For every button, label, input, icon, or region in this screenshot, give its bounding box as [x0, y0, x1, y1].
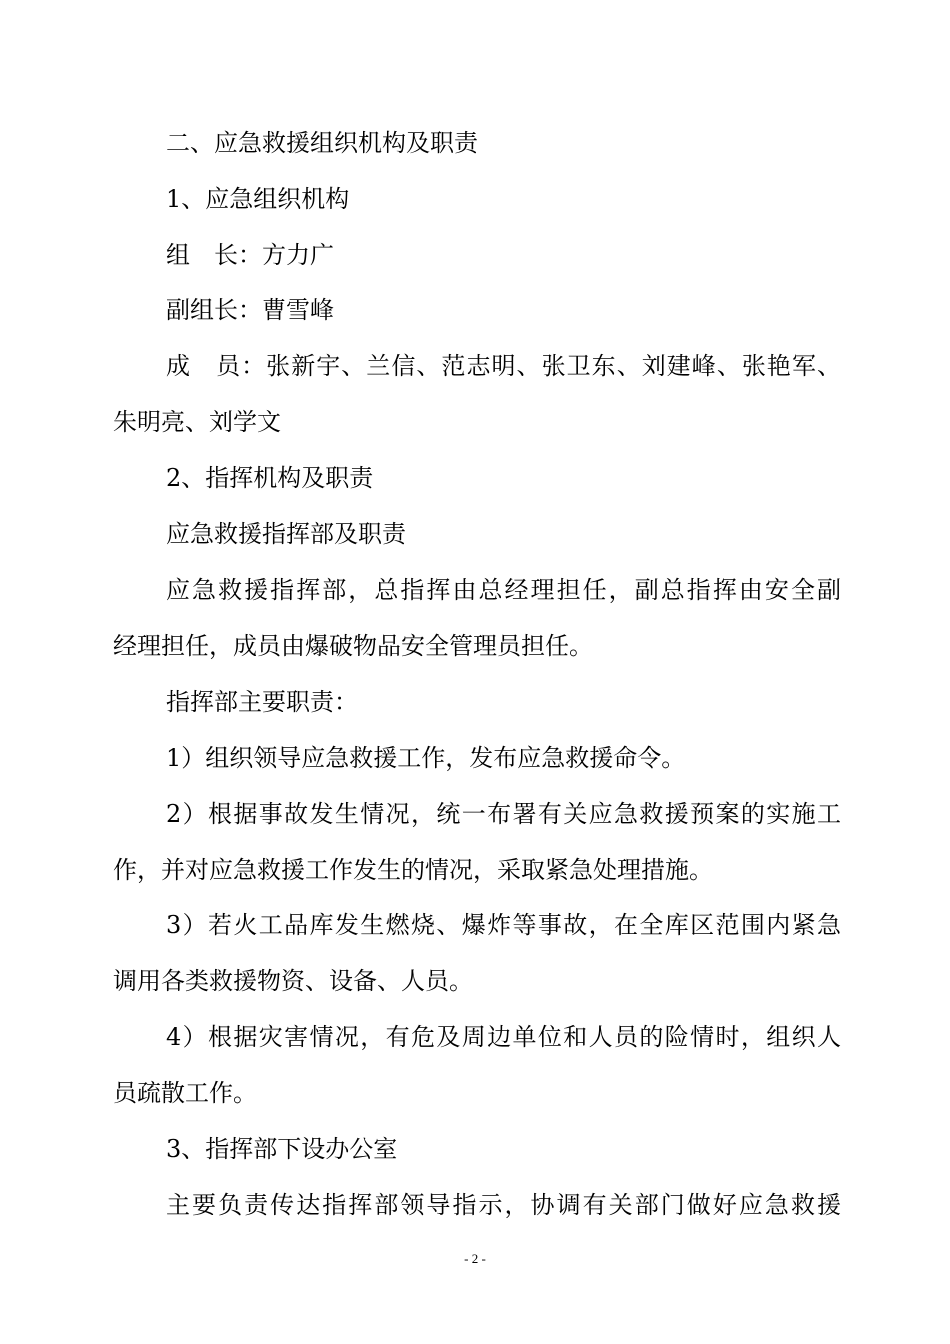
- members-line: 成 员：张新宇、兰信、范志明、张卫东、刘建峰、张艳军、: [166, 352, 841, 380]
- paragraph-line-continued: 经理担任，成员由爆破物品安全管理员担任。: [113, 632, 593, 660]
- duty-item: 3）若火工品库发生燃烧、爆炸等事故，在全库区范围内紧急: [166, 911, 841, 939]
- subsection-heading: 1、应急组织机构: [166, 185, 350, 213]
- paragraph-heading: 应急救援指挥部及职责: [166, 520, 406, 548]
- members-line-continued: 朱明亮、刘学文: [113, 408, 281, 436]
- section-heading: 二、应急救援组织机构及职责: [166, 129, 478, 157]
- paragraph-line: 应急救援指挥部，总指挥由总经理担任，副总指挥由安全副: [166, 576, 841, 604]
- subsection-heading: 2、指挥机构及职责: [166, 464, 374, 492]
- paragraph-heading: 指挥部主要职责：: [166, 688, 358, 716]
- duty-item: 2）根据事故发生情况，统一布署有关应急救援预案的实施工: [166, 800, 841, 828]
- duty-item-continued: 作，并对应急救援工作发生的情况，采取紧急处理措施。: [113, 856, 713, 884]
- duty-item: 4）根据灾害情况，有危及周边单位和人员的险情时，组织人: [166, 1023, 841, 1051]
- deputy-leader-line: 副组长：曹雪峰: [166, 296, 334, 324]
- team-leader-line: 组 长：方力广: [166, 241, 334, 269]
- subsection-heading: 3、指挥部下设办公室: [166, 1135, 398, 1163]
- page-number: - 2 -: [464, 1251, 486, 1266]
- paragraph-line: 主要负责传达指挥部领导指示，协调有关部门做好应急救援: [166, 1191, 841, 1219]
- duty-item-continued: 调用各类救援物资、设备、人员。: [113, 967, 473, 995]
- duty-item-continued: 员疏散工作。: [113, 1079, 257, 1107]
- duty-item: 1）组织领导应急救援工作，发布应急救援命令。: [166, 744, 686, 772]
